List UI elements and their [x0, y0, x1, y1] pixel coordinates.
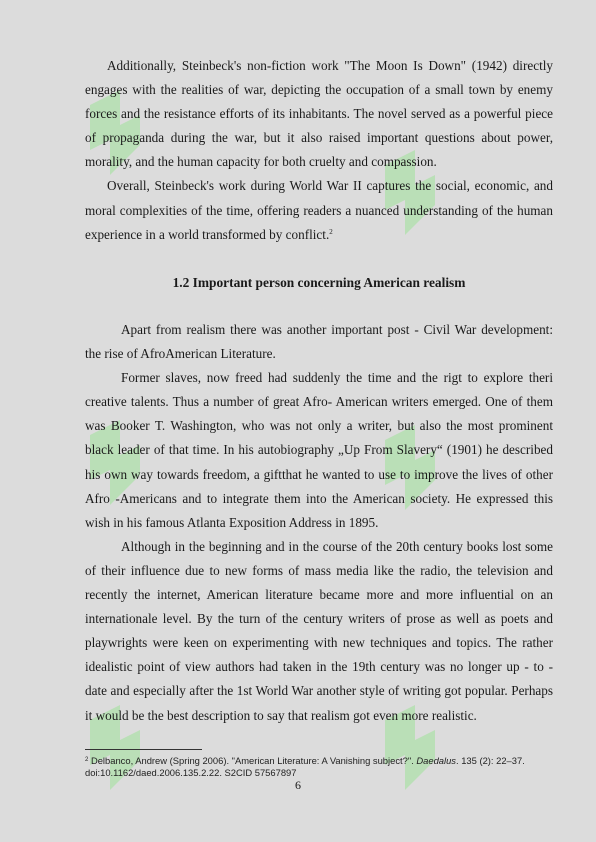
- footnote-separator: [85, 749, 202, 750]
- body-text-bottom: [85, 318, 553, 728]
- footnote-text-start: Delbanco, Andrew (Spring 2006). "American Literature: A Vanishing subject?".: [90, 755, 417, 766]
- page-number: 6: [295, 778, 301, 792]
- paragraph-former-slaves: Former slaves, now freed had suddenly the time and the rigt to explore theri creative talents. Thus a number of great Afro- American writers emerged. One of them was Booker T. Washington, who was not only a writer, but also the most prominent black leader of that time. In his autobiography „Up From Slavery“ (1901) he described his own way towards freedom, a giftthat he wanted to use to improve the lives of other Afro -Americans and to integrate them into the American society. He expressed this wish in his famous Atlanta Exposition Address in 1895.: [85, 370, 553, 530]
- footnote: [85, 755, 555, 779]
- paragraph-twentieth-century: Although in the beginning and in the course of the 20th century books lost some of their influence due to new forms of mass media like the radio, the television and recently the internet, American literature became more and more influential on an internationale level. By the turn of the century writers of prose as well as poets and playwrights were keen on experimenting with new techniques and topics. The rather idealistic point of view authors had taken in the 19th century was no longer up - to - date and especially after the 1st World War another style of writing got popular. Perhaps it would be the best description to say that realism got even more realistic.: [85, 538, 553, 723]
- section-heading: 1.2 Important person concerning American realism: [172, 275, 466, 290]
- body-text-top: [85, 54, 553, 247]
- paragraph-overall: [85, 174, 553, 246]
- footnote-journal: Daedalus: [416, 755, 456, 766]
- footnote-reference[interactable]: 2: [329, 227, 333, 236]
- paragraph-moon-is-down: Additionally, Steinbeck's non-fiction work "The Moon Is Down" (1942) directly engages with the realities of war, depicting the occupation of a small town by enemy forces and the resistance efforts of its inhabitants. The novel served as a powerful piece of propaganda during the war, but it also raised important questions about power, morality, and the human capacity for both cruelty and compassion.: [85, 58, 553, 170]
- footnote-marker: 2: [85, 757, 89, 763]
- paragraph-overall-text: Overall, Steinbeck's work during World War II captures the social, economic, and moral complexities of the time, offering readers a nuanced understanding of the human experience in a world transformed by conflict.: [85, 178, 553, 242]
- footnote-text-end: . 135 (2): 22–37. doi:10.1162/daed.2006.135.2.22. S2CID 57567897: [85, 755, 525, 778]
- paragraph-afroamerican: Apart from realism there was another important post - Civil War development: the rise of AfroAmerican Literature.: [85, 322, 553, 362]
